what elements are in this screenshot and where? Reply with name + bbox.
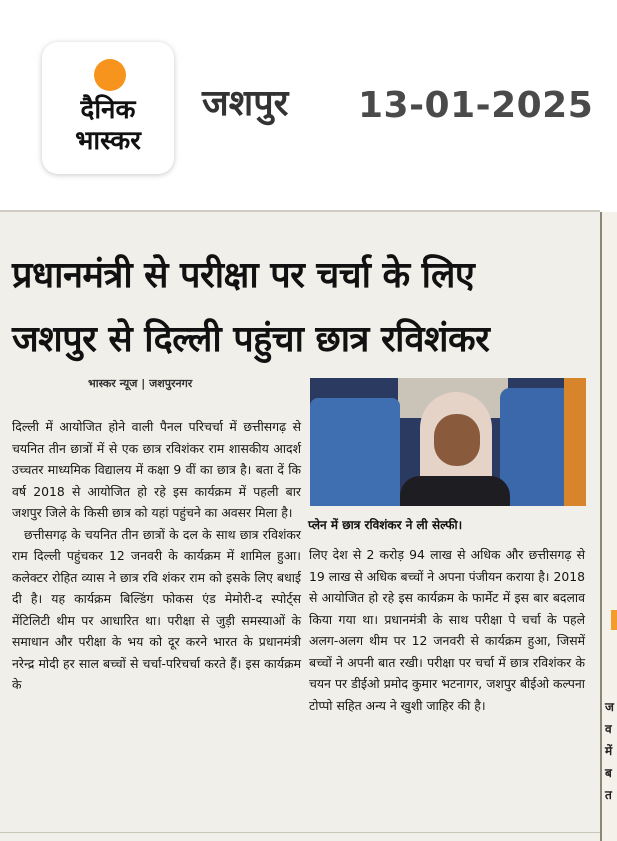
edge-fragment: त <box>605 788 612 802</box>
headline-line-2: जशपुर से दिल्ली पहुंचा छात्र रविशंकर <box>12 319 490 360</box>
edition-date: 13-01-2025 <box>358 85 594 126</box>
paragraph: दिल्ली में आयोजित होने वाली पैनल परिचर्चा में छत्तीसगढ़ से चयनित तीन छात्रों में से एक छात्र रविशंकर राम शासकीय आदर्श उच्चतर माध्यमिक विद्यालय में कक्षा 9 वीं का छात्र है। बता दें कि वर्ष 2018 से आयोजित हो रहे इस कार्यक्रम में पहली बार जशपुर जिले के किसी छात्र को यहां पहुंचने का अवसर मिला है। <box>12 419 301 520</box>
dainik-bhaskar-logo <box>42 42 174 174</box>
byline: भास्कर न्यूज | जशपुरनगर <box>88 377 193 390</box>
person-body <box>400 476 510 506</box>
edge-fragment: व <box>605 722 612 736</box>
adjacent-clipping-edge <box>600 212 617 841</box>
paragraph: लिए देश से 2 करोड़ 94 लाख से अधिक और छत्तीसगढ़ से 19 लाख से अधिक बच्चों ने अपना पंजीयन कराया है। 2018 से आयोजित हो रहे इस कार्यक्रम के फार्मेट में इस बार बदलाव किया गया था। प्रधानमंत्री के साथ परीक्षा पे चर्चा के पहले अलग-अलग थीम पर 12 जनवरी से कार्यक्रम हुआ, जिसमें बच्चों ने अपनी बात रखी। परीक्षा पर चर्चा में छात्र रविशंकर के चयन पर डीईओ प्रमोद कुमार भटनागर, जशपुर बीईओ कल्पना टोप्पो सहित अन्य ने खुशी जाहिर की है। <box>309 547 585 713</box>
person-face <box>434 414 480 466</box>
sun-icon <box>94 59 126 91</box>
newspaper-clipping <box>0 210 600 841</box>
orange-marker <box>611 610 617 630</box>
orange-seat-edge <box>564 378 586 506</box>
paragraph: छत्तीसगढ़ के चयनित तीन छात्रों के दल के साथ छात्र रविशंकर राम दिल्ली पहुंचकर 12 जनवरी के कार्यक्रम में शामिल हुआ। कलेक्टर रोहित व्यास ने छात्र रवि शंकर राम को इसके लिए बधाई दी है। यह कार्यक्रम बिल्डिंग फोकस एंड मेमोरी-द स्पोर्ट्स मेंटिलिटी थीम पर आधारित था। परीक्षा से जुड़ी समस्याओं के समाधान और परीक्षा के भय को दूर करने भारत के प्रधानमंत्री नरेन्द्र मोदी हर साल बच्चों से चर्चा-परिचर्चा करते हैं। इस कार्यक्रम के <box>12 526 301 692</box>
logo-text-line2: भास्कर <box>75 126 141 156</box>
edge-fragment: ब <box>605 766 612 780</box>
article-column-left <box>12 416 301 696</box>
edge-fragment: में <box>605 744 613 758</box>
edition-city: जशपुर <box>202 83 289 124</box>
top-divider <box>0 210 600 212</box>
edge-fragment: ज <box>605 700 614 714</box>
selfie-photo <box>310 378 586 506</box>
bottom-divider <box>0 832 600 833</box>
seat-left <box>310 398 400 506</box>
photo-caption: प्लेन में छात्र रविशंकर ने ली सेल्फी। <box>308 518 463 532</box>
headline-line-1: प्रधानमंत्री से परीक्षा पर चर्चा के लिए <box>12 255 475 296</box>
article-column-right <box>309 544 585 716</box>
logo-text-line1: दैनिक <box>80 95 136 125</box>
masthead <box>0 0 617 205</box>
